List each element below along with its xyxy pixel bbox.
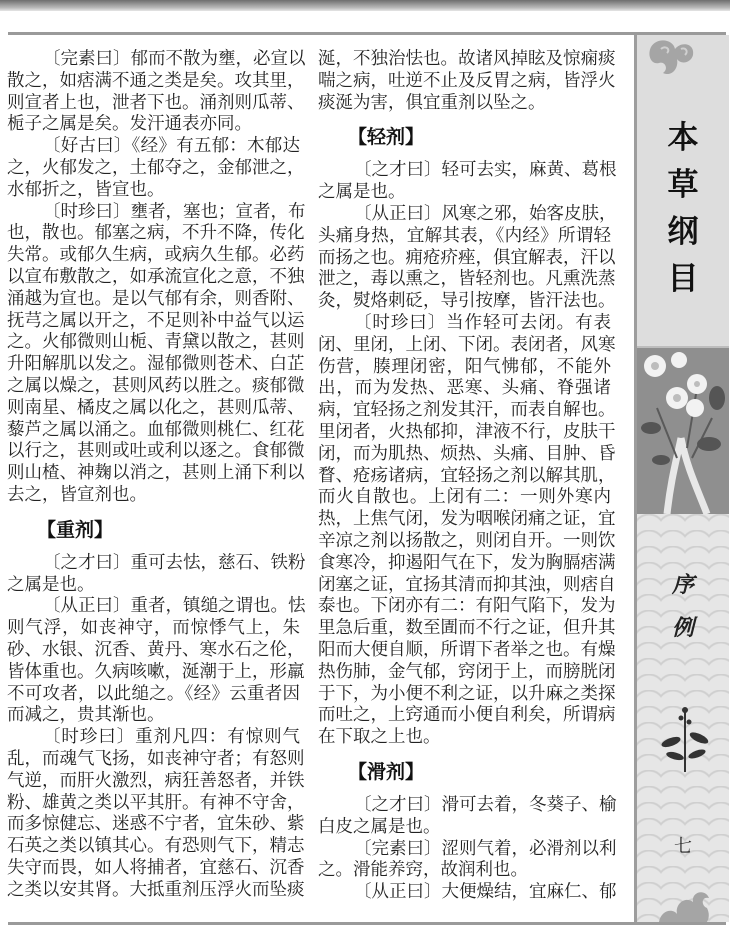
text-line: 失守而畏，如人将捕者，宜慈石、沉香: [7, 857, 305, 878]
text-line: 阳而大便自顺，所谓下者举之也。有燥: [318, 639, 616, 660]
text-line: 而吐之，上窍通而小便自利矣，所谓病: [318, 705, 616, 726]
text-line: 去之，皆宣剂也。: [7, 484, 147, 505]
paragraph: [318, 838, 617, 883]
text-line: 〔时珍曰〕当作轻可去闭。有表: [354, 312, 611, 333]
book-title-char: 本: [667, 120, 699, 156]
text-line: 则宣者上也，泄者下也。涌剂则瓜蒂、: [7, 92, 305, 113]
text-line: 石英之类以镇其心。有恐则气下，精志: [7, 836, 305, 857]
text-line: 之属以燥之，甚则风药以胜之。痰郁微: [7, 375, 305, 396]
text-line: 头痛身热，宜解其表，《内经》所谓轻: [318, 225, 611, 246]
text-line: 粉、雄黄之类以平其肝。有神不守舍，: [7, 792, 305, 813]
text-line: 之。滑能养窍，故润利也。: [318, 860, 528, 881]
text-line: 则山楂、神麹以消之，甚则上涌下利以: [7, 463, 305, 484]
cloud-ornament-icon: [647, 37, 702, 79]
paragraph: [7, 727, 305, 901]
text-line: 之属是也。: [7, 574, 95, 595]
paragraph: [318, 160, 617, 204]
text-line: 伤营，腠理闭密，阳气怫郁，不能外: [318, 356, 611, 377]
section-heading: 【轻剂】: [348, 126, 425, 149]
section-label-vertical: [637, 564, 729, 650]
text-line: 乱，而魂气飞扬，如丧神守者；有怒则: [7, 748, 305, 769]
text-line: 水郁折之，皆宣也。: [7, 179, 165, 200]
text-line: 而减之，贵其渐也。: [7, 705, 165, 726]
book-title-vertical: [637, 115, 729, 303]
text-line: 〔时珍曰〕重剂凡四：有惊则气: [43, 727, 300, 748]
section-char: 序: [671, 572, 694, 598]
text-line: 气逆，而肝火激烈，病狂善怒者，并铁: [7, 770, 305, 791]
text-line: 之，火郁发之，土郁夺之，金郁泄之，: [7, 157, 305, 178]
text-line: 痰涎为害，俱宜重剂以坠之。: [318, 92, 546, 113]
text-line: 出，而为发热、恶寒、头痛、脊强诸: [318, 378, 611, 399]
text-line: 也，散也。郁塞之病，不升不降，传化: [7, 223, 305, 244]
text-line: 里急后重，数至圊而不行之证，但升其: [318, 618, 616, 639]
paragraph: [7, 49, 306, 136]
paragraph: [318, 203, 617, 313]
text-line: 〔之才曰〕滑可去着，冬葵子、榆: [354, 794, 617, 815]
herb-illustration: [637, 346, 729, 516]
text-line: 闭塞之证，宜扬其清而抑其浊，则痞自: [318, 574, 616, 595]
text-line: 里闭者，火热郁抑，津液不行，皮肤干: [318, 421, 616, 442]
text-line: 食寒冷，抑遏阳气在下，发为胸膈痞满: [318, 552, 616, 573]
text-line: 灸，熨烙刺砭，导引按摩，皆汗法也。: [318, 291, 616, 312]
text-line: 〔之才曰〕重可去怯，慈石、铁粉: [43, 552, 306, 573]
book-title-char: 草: [667, 167, 699, 203]
text-line: 而扬之也。痈疮疥痤，俱宜解表，汗以: [318, 247, 616, 268]
paragraph: [7, 201, 306, 507]
text-line: 之属是也。: [318, 182, 406, 203]
text-line: 之。火郁微则山栀、青黛以散之，甚则: [7, 332, 305, 353]
text-column-right: [318, 49, 617, 904]
text-line: 以宣布敷散之，如承流宣化之意，不独: [7, 266, 305, 287]
text-line: 病，宜轻扬之剂发其汗，而表自解也。: [318, 400, 616, 421]
text-line: 则气浮，如丧神守，而惊悸气上，朱: [7, 618, 300, 639]
paragraph: [318, 49, 616, 114]
paragraph: [7, 552, 306, 597]
paragraph: [318, 882, 617, 904]
top-shadow-bar: [0, 0, 730, 11]
section-heading: 【滑剂】: [348, 760, 425, 783]
text-line: 辛凉之剂以扬散之，则闭自开。一则饮: [318, 530, 616, 551]
top-rule: [8, 32, 726, 35]
paragraph: [318, 794, 617, 839]
text-line: 白皮之属是也。: [318, 816, 441, 837]
section-heading: 【重剂】: [37, 518, 114, 541]
text-line: 抚芎之属以开之，不足则补中益气以运: [7, 310, 305, 331]
text-line: 不可攻者，以此缒之。《经》云重者因: [7, 683, 300, 704]
text-line: 以行之，甚则或吐或利以逐之。食郁微: [7, 441, 305, 462]
paragraph: [7, 596, 306, 727]
text-line: 涎，不独治怯也。故诸风掉眩及惊痫痰: [318, 49, 616, 69]
paragraph: [318, 312, 616, 749]
text-line: 闭，而为肌热、烦热、头痛、目肿、昏: [318, 443, 616, 464]
text-line: 散之，如痞满不通之类是矣。攻其里，: [7, 70, 305, 91]
text-line: 〔从正曰〕大便燥结，宜麻仁、郁: [354, 882, 617, 903]
text-line: 泰也。下闭亦有二：有阳气陷下，发为: [318, 596, 616, 617]
text-line: 〔从正曰〕风寒之邪，始客皮肤，: [354, 203, 617, 224]
text-line: 热，上焦气闭，发为咽喉闭痛之证，宜: [318, 509, 616, 530]
book-title-char: 纲: [667, 214, 699, 250]
text-line: 〔之才曰〕轻可去实，麻黄、葛根: [354, 160, 617, 181]
text-line: 栀子之属是矣。发汗通表亦同。: [7, 114, 252, 135]
text-line: 〔时珍曰〕壅者，塞也；宣者，布: [43, 201, 306, 222]
text-line: 则南星、橘皮之属以化之，甚则瓜蒂、: [7, 397, 305, 418]
wave-pattern-panel: [637, 514, 729, 922]
section-char: 例: [671, 615, 694, 641]
text-line: 热伤肺，金气郁，窍闭于上，而膀胱闭: [318, 661, 616, 682]
text-line: 于下，为小便不利之证，以升麻之类探: [318, 683, 616, 704]
text-line: 藜芦之属以涌之。血郁微则桃仁、红花: [7, 419, 305, 440]
text-line: 〔从正曰〕重者，镇缒之谓也。怯: [43, 596, 306, 617]
paragraph: [7, 136, 305, 201]
text-line: 〔完素曰〕涩则气着，必滑剂以利: [354, 838, 617, 859]
book-title-char: 目: [667, 261, 699, 297]
text-line: 而多惊健忘、迷惑不宁者，宜朱砂、紫: [7, 814, 305, 835]
text-line: 瞀、疮疡诸病，宜轻扬之剂以解其肌，: [318, 465, 616, 486]
text-line: 砂、水银、沉香、黄丹、寒水石之伦，: [7, 639, 305, 660]
text-line: 在下取之上也。: [318, 727, 441, 748]
text-line: 〔好古曰〕《经》有五郁：木郁达: [43, 136, 300, 157]
chrysanthemum-ginseng-icon: [637, 348, 729, 514]
text-line: 之类以安其肾。大抵重剂压浮火而坠痰: [7, 879, 305, 900]
text-line: 泄之，毒以熏之，皆轻剂也。凡熏洗蒸: [318, 269, 616, 290]
text-column-left: [7, 49, 306, 901]
text-line: 闭、里闭，上闭、下闭。表闭者，风寒: [318, 334, 616, 355]
sidebar-title-panel: [637, 35, 729, 345]
text-line: 失常。或郁久生病，或病久生郁。必药: [7, 245, 305, 266]
sidebar-banner: [634, 35, 729, 922]
cloud-ornament-icon: [657, 886, 712, 922]
text-line: 皆体重也。久病咳嗽，涎潮于上，形羸: [7, 661, 305, 682]
page-number: 七: [674, 836, 692, 857]
herb-plant-icon: [657, 702, 712, 772]
text-line: 而火自散也。上闭有二：一则外寒内: [318, 487, 611, 508]
bottom-rule: [8, 922, 726, 925]
text-line: 喘之病，吐逆不止及反胃之病，皆浮火: [318, 70, 616, 91]
text-line: 升阳解肌以发之。湿郁微则苍术、白芷: [7, 354, 305, 375]
text-line: 〔完素曰〕郁而不散为壅，必宣以: [43, 49, 306, 69]
text-line: 涌越为宣也。是以气郁有余，则香附、: [7, 288, 305, 309]
